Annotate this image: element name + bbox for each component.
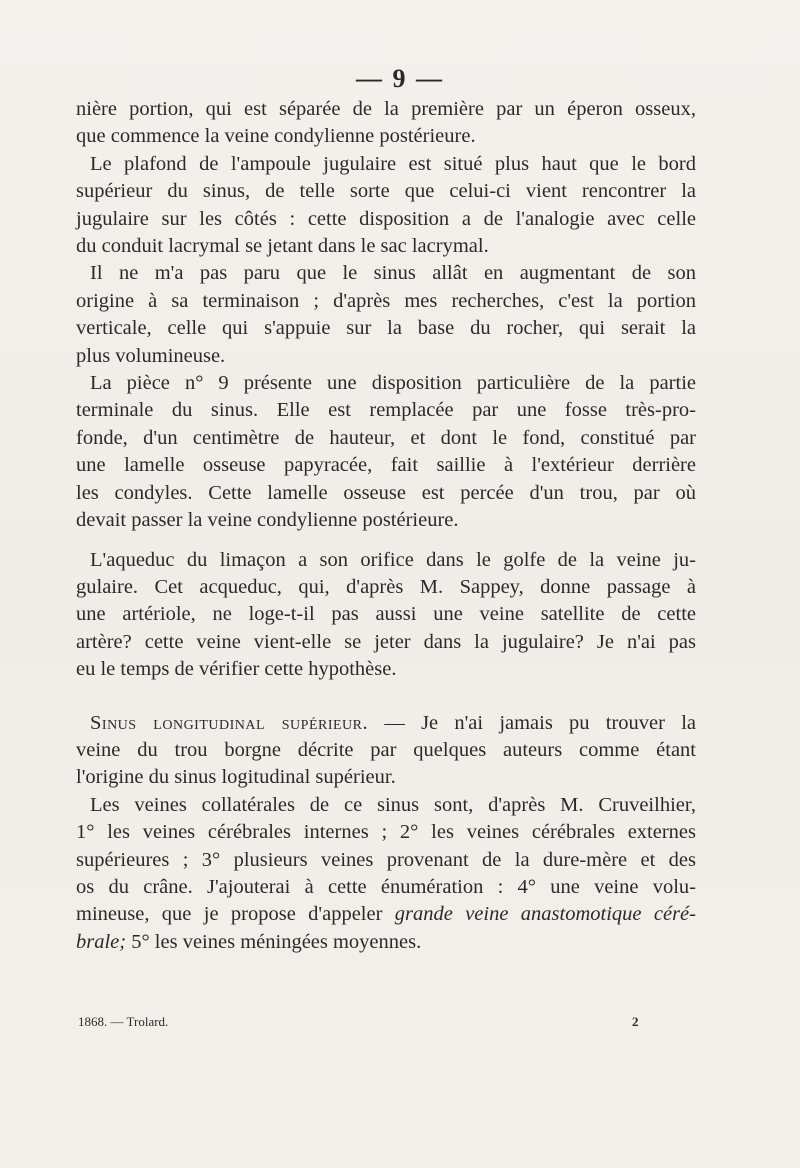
paragraph: [76, 547, 696, 684]
text-line: verticale, celle qui s'appuie sur la base du rocher, qui serait la: [76, 317, 696, 340]
signature-mark: 2: [632, 1014, 639, 1029]
paragraph: [76, 710, 696, 792]
text-line: supérieur du sinus, de telle sorte que celui-ci vient rencontrer la: [76, 180, 696, 203]
text-line: du conduit lacrymal se jetant dans le sac lacrymal.: [76, 235, 489, 258]
text-line: devait passer la veine condylienne postérieure.: [76, 509, 459, 532]
text-line: supérieures ; 3° plusieurs veines provenant de la dure-mère et des: [76, 848, 696, 871]
text-fragment: 5° les veines méningées moyennes.: [126, 930, 422, 953]
text-line: plus volumineuse.: [76, 344, 226, 367]
paragraph: [76, 96, 696, 151]
paragraph: [76, 370, 696, 534]
text-line: gulaire. Cet acqueduc, qui, d'après M. Sappey, donne passage à: [76, 575, 696, 598]
paragraph-gap: [76, 535, 696, 547]
text-line: l'origine du sinus logitudinal supérieur.: [76, 766, 396, 789]
text-line: fonde, d'un centimètre de hauteur, et dont le fond, constitué par: [76, 426, 696, 449]
text-line: eu le temps de vérifier cette hypothèse.: [76, 658, 397, 681]
text-line: La pièce n° 9 présente une disposition particulière de la partie: [90, 372, 696, 395]
italic-term: grande veine anastomotique céré-: [394, 903, 696, 926]
italic-term: brale;: [76, 930, 127, 953]
text-line: les condyles. Cette lamelle osseuse est percée d'un trou, par où: [76, 481, 696, 504]
text-fragment: mineuse, que je propose d'appeler: [76, 903, 395, 926]
text-line: 1° les veines cérébrales internes ; 2° les veines cérébrales externes: [76, 821, 696, 844]
text-line: os du crâne. J'ajouterai à cette énumération : 4° une veine volu-: [76, 875, 696, 898]
text-line: terminale du sinus. Elle est remplacée par une fosse très-pro-: [76, 399, 696, 422]
text-line: veine du trou borgne décrite par quelques auteurs comme étant: [76, 738, 696, 761]
text-line: une artériole, ne loge-t-il pas aussi une veine satellite de cette: [76, 603, 696, 626]
page-number: — 9 —: [356, 64, 444, 93]
text-line: [76, 929, 696, 956]
text-line: L'aqueduc du limaçon a son orifice dans le golfe de la veine ju-: [90, 548, 696, 571]
paragraph: [76, 792, 696, 956]
paragraph-gap: [76, 684, 696, 710]
heading-continuation: — Je n'ai jamais pu trouver la: [368, 711, 696, 734]
paragraph: [76, 260, 696, 370]
text-line: Les veines collatérales de ce sinus sont, d'après M. Cruveilhier,: [90, 793, 696, 816]
text-line: nière portion, qui est séparée de la première par un éperon osseux,: [76, 98, 696, 120]
text-line: une lamelle osseuse papyracée, fait saillie à l'extérieur derrière: [76, 454, 696, 477]
section-heading: Sinus longitudinal supérieur.: [90, 711, 369, 734]
text-line: [76, 901, 696, 928]
text-line: origine à sa terminaison ; d'après mes recherches, c'est la portion: [76, 289, 696, 312]
footer-signature: 1868. — Trolard.: [78, 1014, 169, 1029]
paragraph: [76, 151, 696, 261]
body-text: [76, 96, 696, 956]
text-line: Le plafond de l'ampoule jugulaire est situé plus haut que le bord: [90, 152, 696, 175]
text-line: Il ne m'a pas paru que le sinus allât en augmentant de son: [90, 262, 696, 285]
text-line: [76, 710, 696, 737]
text-line: artère? cette veine vient-elle se jeter dans la jugulaire? Je n'ai pas: [76, 630, 696, 653]
text-line: jugulaire sur les côtés : cette disposition a de l'analogie avec celle: [76, 207, 696, 230]
text-line: que commence la veine condylienne postérieure.: [76, 125, 476, 148]
